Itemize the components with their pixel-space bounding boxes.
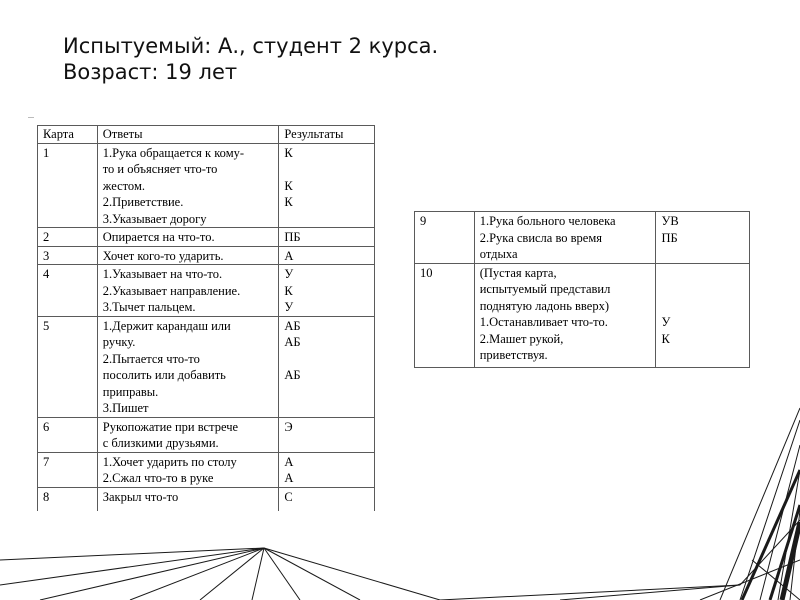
answer-line: жестом. xyxy=(102,178,145,193)
result-code: К xyxy=(284,145,293,160)
answer-line: 1.Указывает на что-то. xyxy=(102,267,223,281)
card-number: 1 xyxy=(38,143,98,228)
answer-line: Хочет кого-то ударить. xyxy=(102,248,224,263)
result-code: К xyxy=(284,178,293,193)
subject-line: Испытуемый: А., студент 2 курса. xyxy=(63,34,439,58)
answer-line: 2.Сжал что-то в руке xyxy=(102,471,214,485)
answer-line: 3.Тычет пальцем. xyxy=(102,300,196,314)
card-number: 4 xyxy=(38,265,98,317)
card-number: 7 xyxy=(38,452,98,487)
answer-line: 1.Рука обращается к кому- xyxy=(102,145,245,160)
answer-line: Закрыл что-то xyxy=(102,489,179,504)
result-code: А xyxy=(284,248,294,263)
answer-line: поднятую ладонь вверх) xyxy=(479,298,609,313)
answer-line: 1.Останавливает что-то. xyxy=(479,315,608,329)
answer-line: Опирается на что-то. xyxy=(102,230,215,244)
card-number: 8 xyxy=(38,487,98,511)
result-code: АБ xyxy=(284,318,301,333)
result-code: УВ xyxy=(661,214,679,228)
result-code: А xyxy=(284,471,294,485)
card-number: 9 xyxy=(415,212,475,264)
result-code: АБ xyxy=(284,368,301,382)
answer-line: приветствуя. xyxy=(479,348,548,362)
result-code: А xyxy=(284,454,294,469)
age-line: Возраст: 19 лет xyxy=(63,60,238,84)
answer-line: 3.Указывает дорогу xyxy=(102,211,207,226)
wire-lines-bold xyxy=(742,470,800,600)
card-number: 2 xyxy=(38,228,98,247)
answer-line: (Пустая карта, xyxy=(479,265,557,280)
card-number: 6 xyxy=(38,417,98,452)
answer-line: 3.Пишет xyxy=(102,401,149,415)
answer-line: 1.Держит карандаш или xyxy=(102,318,231,333)
result-code: АБ xyxy=(284,335,301,349)
answer-line: то и объясняет что-то xyxy=(102,162,218,176)
answer-line: 1.Рука больного человека xyxy=(479,214,616,228)
answer-line: отдыха xyxy=(479,247,518,261)
answer-line: 2.Пытается что-то xyxy=(102,351,200,366)
answer-line: ручку. xyxy=(102,335,136,349)
answer-line: приправы. xyxy=(102,384,159,399)
card-number: 5 xyxy=(38,316,98,417)
card-number: 3 xyxy=(38,246,98,265)
answer-line: 1.Хочет ударить по столу xyxy=(102,454,237,469)
result-code: Э xyxy=(284,419,293,434)
answer-line: 2.Приветствие. xyxy=(102,195,184,209)
answer-line: испытуемый представил xyxy=(479,282,611,296)
card-number: 10 xyxy=(415,263,475,367)
result-code: К xyxy=(284,195,293,209)
result-code: ПБ xyxy=(284,230,301,244)
answer-line: 2.Указывает направление. xyxy=(102,283,241,298)
header-card: Карта xyxy=(38,126,98,144)
answer-line: Рукопожатие при встрече xyxy=(102,419,239,434)
answer-line: 2.Машет рукой, xyxy=(479,331,564,346)
answer-line: с близкими друзьями. xyxy=(102,436,219,450)
result-code: У xyxy=(284,300,294,314)
answer-line: посолить или добавить xyxy=(102,368,226,382)
wire-lines xyxy=(0,408,800,600)
header-answers: Ответы xyxy=(97,126,279,144)
result-code: К xyxy=(284,283,293,298)
result-code: ПБ xyxy=(661,230,678,245)
answer-line: 2.Рука свисла во время xyxy=(479,230,603,245)
result-code: У xyxy=(284,267,294,281)
result-code: С xyxy=(284,489,293,504)
result-code: У xyxy=(661,315,671,329)
result-code: К xyxy=(661,331,670,346)
header-results: Результаты xyxy=(279,126,375,144)
